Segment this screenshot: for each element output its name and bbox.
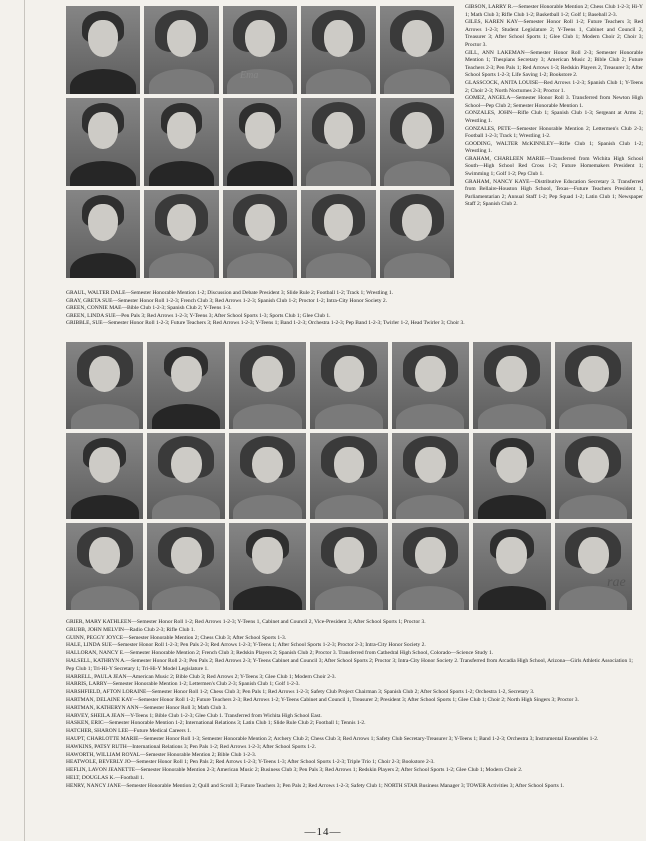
- top-portrait: [380, 190, 454, 278]
- bottom-portrait: [229, 523, 306, 610]
- middle-text-block: [66, 290, 641, 328]
- top-portrait: [144, 6, 218, 94]
- top-portrait: [66, 6, 140, 94]
- top-portrait: [301, 190, 375, 278]
- student-entry: HALE, LINDA SUE—Semester Honor Roll 1-2-3; Pen Pals 2-3; Red Arrows 1-2-3; Y-Teens 1; After School Sports 1-2-3; Proctor 2-3; Intra-City Honor Society 2.: [66, 642, 426, 649]
- top-portrait: [223, 190, 297, 278]
- top-portrait: [301, 6, 375, 94]
- bottom-portrait: [310, 342, 387, 429]
- bottom-portrait: [473, 342, 550, 429]
- pen-mark: Ema: [240, 70, 259, 81]
- bottom-portrait: [555, 342, 632, 429]
- bottom-portrait: [555, 523, 632, 610]
- student-entry: HALLORAN, NANCY E.—Semester Honorable Mention 2; French Club 3; Redskin Players 2; Spanish Club 2; Proctor 3. Transferred from Cathedral High School, Colorado—Science Study 1.: [66, 650, 494, 657]
- student-entry: GRAUL, WALTER DALE—Semester Honorable Mention 1-2; Discussion and Debate President 3; Slide Rule 2; Football 1-2; Track 1; Wrestling 1.: [66, 290, 394, 296]
- student-entry: GRAHAM, NANCY KAYE—Distributive Education Secretary 3. Transferred from Bellaire-Houston High School, Texas—Future Teachers President 1, Parliamentarian 2; Annual Staff 1-2; Pep Squad 1-2; Latin Club 1; Newspaper Staff 2; Spanish Club 2.: [465, 178, 643, 208]
- student-entry: HARRIS, LARRY—Semester Honorable Mention 1-2; Lettermen's Club 2-3; Spanish Club 1; Golf 1-2-3.: [66, 681, 300, 688]
- binding-line: [24, 0, 25, 841]
- student-entry: GRUBB, JOHN MELVIN—Radio Club 2-3; Rifle Club 1.: [66, 626, 195, 633]
- top-portrait: [223, 98, 297, 186]
- page-number: —14—: [304, 826, 342, 838]
- student-entry: GONZALES, JOHN—Rifle Club 1; Spanish Club 1-3; Sergeant at Arms 2; Wrestling 1.: [465, 110, 643, 124]
- bottom-portrait: [147, 433, 224, 520]
- student-entry: HAUPT, CHARLOTTE MARIE—Semester Honor Roll 1-3; Semester Honorable Mention 2; Archery Club 2; Chess Club 3; Red Arrows 1; Safety Club Secretary-Treasurer 3; Y-Teens 1; Band 1-2-3; Orchestra 3; Instrumental Ensembles 1-2.: [66, 735, 599, 742]
- bottom-portrait: [473, 523, 550, 610]
- bottom-portrait: [392, 342, 469, 429]
- student-entry: HAWKINS, PATSY RUTH—International Relations 3; Pen Pals 1-2; Red Arrows 1-2-3; After School Sports 1-2.: [66, 743, 316, 750]
- student-entry: HEFLIN, LAVON JEANETTE—Semester Honorable Mention 2-3; American Music 2; Business Club 3; Pen Pals 3; Red Arrows 1; Redskin Players 2; After School Sports 1-2; Glee Club 1; Modern Choir 2.: [66, 767, 523, 774]
- student-entry: GREEN, CONNIE MAE—Bible Club 1-2-3; Spanish Club 2; Y-Teens 1-3.: [66, 305, 232, 312]
- top-portrait: [380, 98, 454, 186]
- student-entry: HASKEN, ERIC—Semester Honorable Mention 1-2; International Relations 3; Latin Club 1; Slide Rule Club 2; Football 1; Tennis 1-2.: [66, 720, 366, 727]
- student-entry: GLASSCOCK, ANITA LOUISE—Red Arrows 1-2-3; Spanish Club 1; Y-Teens 2; Choir 2-3; North Nocturnes 2-3; Proctor 1.: [465, 79, 643, 94]
- top-portrait: [301, 98, 375, 186]
- bottom-portrait: [66, 523, 143, 610]
- bottom-portrait: [147, 523, 224, 610]
- student-entry: HARRELL, PAULA JEAN—American Music 2; Bible Club 3; Red Arrows 2; Y-Teens 3; Glee Club 1; Modern Choir 2-3.: [66, 673, 336, 680]
- student-entry: GUINN, PEGGY JOYCE—Semester Honorable Mention 2; Chess Club 3; After School Sports 1-3.: [66, 634, 287, 641]
- top-portrait: [66, 98, 140, 186]
- top-portrait: [144, 98, 218, 186]
- bottom-portrait: [555, 433, 632, 520]
- top-photo-grid: [66, 6, 454, 278]
- top-portrait: [66, 190, 140, 278]
- student-entry: GRIBBLE, SUE—Semester Honor Roll 1-2-3; Future Teachers 3; Red Arrows 1-2-3; Y-Teens 1; Band 1-2-3; Orchestra 1-2-3; Pep Band 1-2-3; Twirler 1-2, Head Twirler 3; Choir 3.: [66, 320, 465, 327]
- student-entry: HAWORTH, WILLIAM ROYAL—Semester Honorable Mention 2; Bible Club 1-2-3.: [66, 751, 257, 758]
- top-portrait: [144, 190, 218, 278]
- student-entry: GIBSON, LARRY R.—Semester Honorable Mention 2; Chess Club 1-2-3; Hi-Y 1; Math Club 3; Rifle Club 1-2; Basketball 1-2; Golf 1; Baseball 2-3.: [465, 4, 643, 18]
- bottom-portrait: [473, 433, 550, 520]
- student-entry: HARTMAN, DELAINE KAY—Semester Honor Roll 1-2; Future Teachers 2-3; Red Arrows 1-2; Y-Teens Cabinet and Council 1, Treasurer 2; President 3; After School Sports 1; Glee Club 1; Choir 2; North High Singers 3; Proctor 3.: [66, 696, 579, 703]
- student-entry: GILES, KAREN KAY—Semester Honor Roll 1-2; Future Teachers 3; Red Arrows 1-2-3; Student Legislature 2; Y-Teens 1, Cabinet and Council 2, Treasurer 3; After School Sports 1; Glee Club 1; Modern Choir 2; Choir 3; Proctor 3.: [465, 19, 643, 48]
- bottom-photo-grid: [66, 342, 632, 610]
- bottom-portrait: [310, 433, 387, 520]
- student-entry: GILL, ANN LAKEMAN—Semester Honor Roll 2-3; Semester Honorable Mention 1; Thespians Secretary 3; American Music 2; Bible Club 2; Future Teachers 2-3; Pen Pals 1; Red Arrows 1-3; Redskin Players 2, Treasurer 3; After School Sports 1-2-3; Life Saving 1-2; Bookstore 2.: [465, 49, 643, 79]
- bottom-text-block: [66, 619, 641, 791]
- student-entry: GONZALES, PETE—Semester Honorable Mention 2; Lettermen's Club 2-3; Football 1-2-3; Track 1; Wrestling 1-2.: [465, 125, 643, 140]
- student-entry: HEATWOLE, BEVERLY JO—Semester Honor Roll 1; Pen Pals 2; Red Arrows 1-2-3; Y-Teens 1-3; After School Sports 1-2-3; Triple Trio 1; Choir 2-3; Bookstore 2-3.: [66, 759, 435, 766]
- top-portrait: [380, 6, 454, 94]
- bottom-portrait: [147, 342, 224, 429]
- student-entry: HARVEY, SHEILA JEAN—Y-Teens 1; Bible Club 1-2-3; Glee Club 1. Transferred from Wichita High School East.: [66, 712, 322, 719]
- student-entry: GOODING, WALTER McKINNLEY—Rifle Club 1; Spanish Club 1-2; Wrestling 1.: [465, 140, 643, 155]
- student-entry: GREEN, LINDA SUE—Pen Pals 3; Red Arrows 1-2-3; Y-Teens 3; After School Sports 1-3; Sports Club 1; Glee Club 1.: [66, 312, 331, 319]
- top-portrait: [223, 6, 297, 94]
- bottom-portrait: [66, 342, 143, 429]
- student-entry: GRAY, GRETA SUE—Semester Honor Roll 1-2-3; French Club 3; Red Arrows 1-2-3; Spanish Club 1-2; Proctor 1-2; Intra-City Honor Society 2.: [66, 297, 387, 304]
- student-entry: HATCHER, SHARON LEE—Future Medical Careers 1.: [66, 728, 192, 735]
- bottom-portrait: [229, 342, 306, 429]
- student-entry: GOMEZ, ANGELA—Semester Honor Roll 3. Transferred from Newton High School—Pep Club 2; Semester Honorable Mention 1.: [465, 95, 643, 109]
- student-entry: HELT, DOUGLAS K.—Football 1.: [66, 774, 145, 781]
- student-entry: HARSHFIELD, AFTON LORAINE—Semester Honor Roll 1-2; Chess Club 3; Pen Pals 1; Red Arrows 1-2-3; Safety Club Project Chairman 3; Spanish Club 2; After School Sports 1-2; Orchestra 1-2, Secretary 3.: [66, 689, 535, 696]
- student-entry: HARTMAN, KATHERYN ANN—Semester Honor Roll 3; Math Club 3.: [66, 704, 227, 711]
- student-entry: GRAHAM, CHARLEEN MARIE—Transferred from Wichita High School South—High School Red Cross 1-2; Future Homemakers President 1; Swimming 1; Golf 1-2; Pep Club 1.: [465, 155, 643, 178]
- student-entry: HENRY, NANCY JANE—Semester Honorable Mention 2; Quill and Scroll 3; Future Teachers 3; Pen Pals 2; Red Arrows 1-2-3; Safety Club 1; NORTH STAR Business Manager 3; TOWER Activities 3; After School Sports 1.: [66, 782, 565, 789]
- bottom-portrait: [66, 433, 143, 520]
- student-entry: HALSELL, KATHRYN A.—Semester Honor Roll 2-3; Pen Pals 2; Red Arrows 2-3; Y-Teens Cabinet and Council 3; After School Sports 2; Proctor 3; Intra-City Honor Society 2. Transferred from Arcadia High School, Arizona—Girls Athletic Association 1; Pep Club 1; Tri-Hi-Y Secretary 1; Tri-Hi-Y Model Legislature 1.: [66, 657, 633, 672]
- bottom-portrait: [310, 523, 387, 610]
- student-entry: GRIER, MARY KATHLEEN—Semester Honor Roll 1-2; Red Arrows 1-2-3; Y-Teens 1, Cabinet and Council 2, Vice-President 3; After School Sports 1; Proctor 3.: [66, 619, 426, 625]
- pen-mark-right: rae: [607, 575, 626, 590]
- bottom-portrait: [392, 523, 469, 610]
- bottom-portrait: [229, 433, 306, 520]
- right-column-text: [465, 4, 643, 209]
- bottom-portrait: [392, 433, 469, 520]
